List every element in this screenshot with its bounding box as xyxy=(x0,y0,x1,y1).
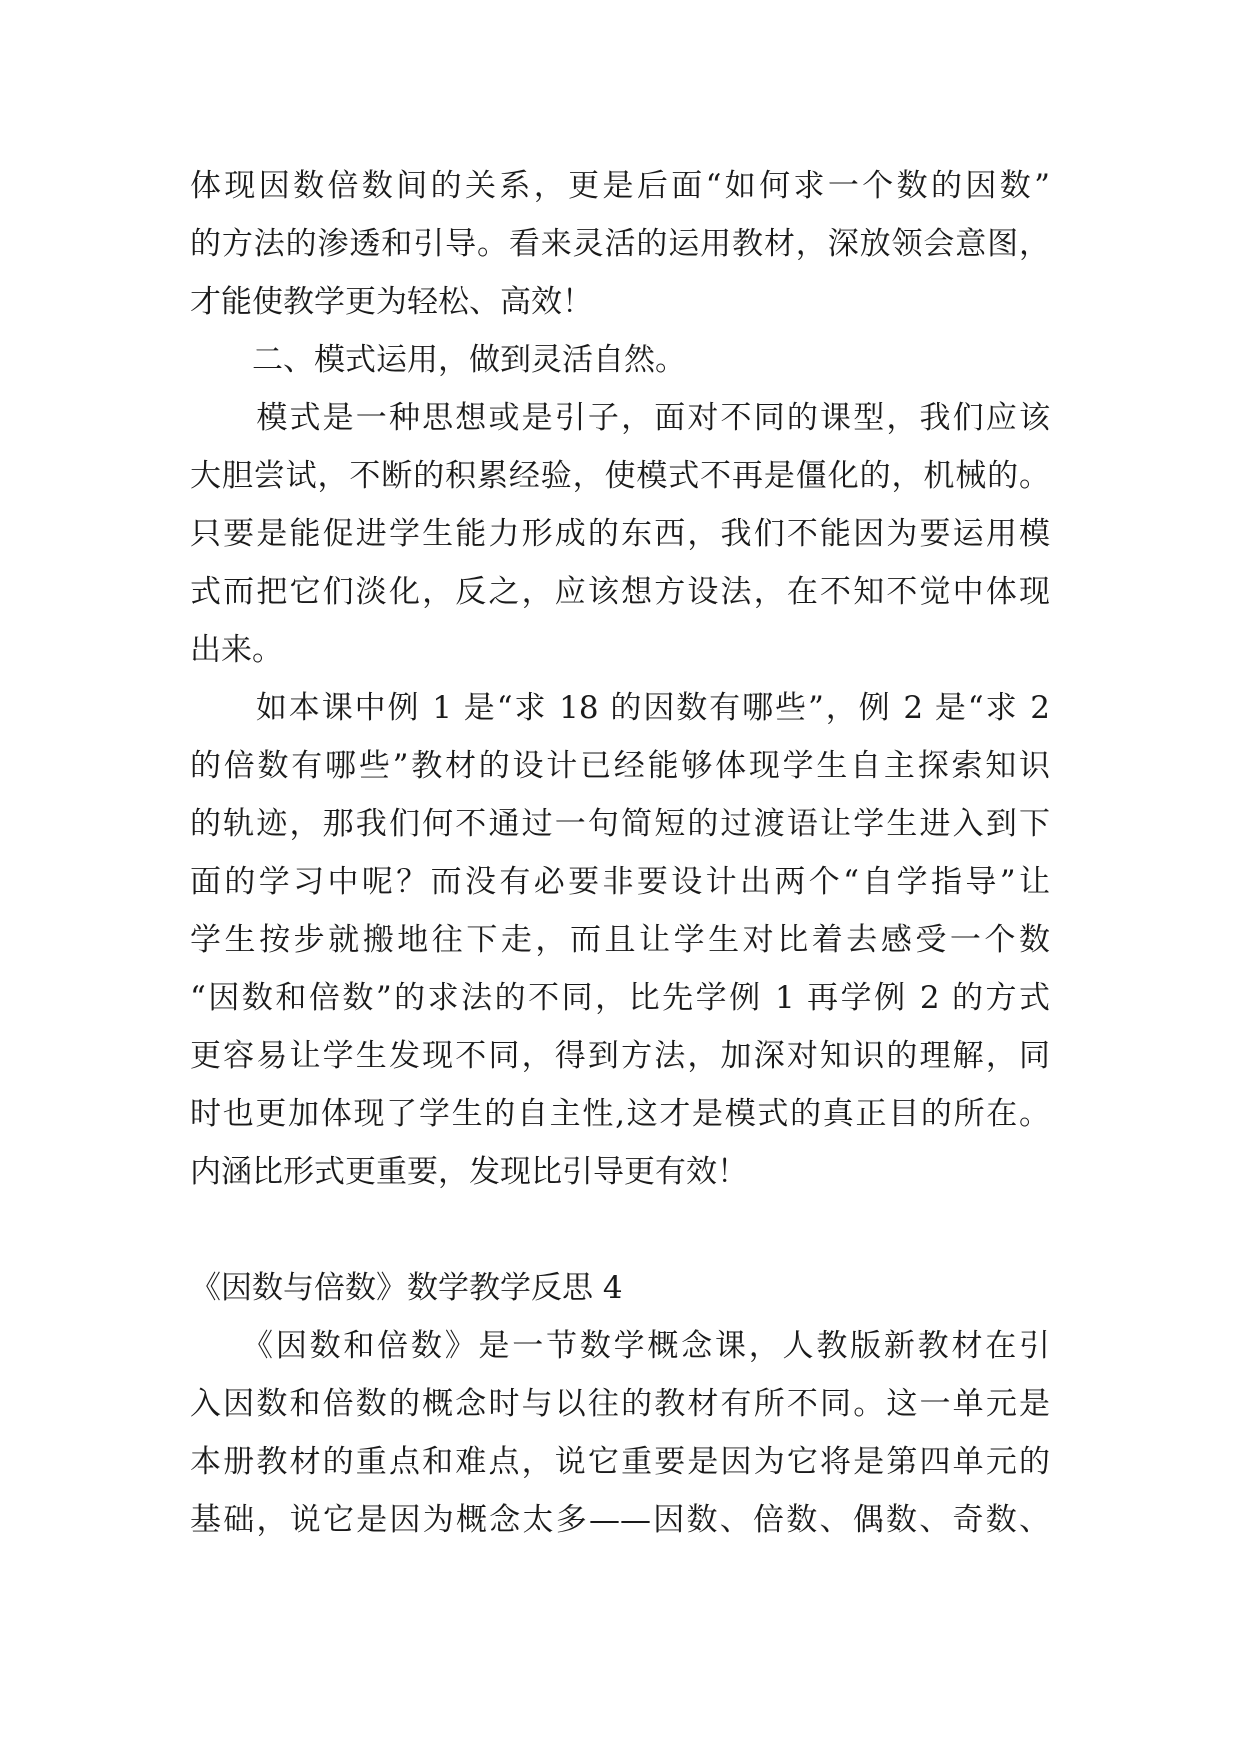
paragraph-line: 时也更加体现了学生的自主性,这才是模式的真正目的所在。 xyxy=(190,1096,1050,1132)
paragraph-line: 模式是一种思想或是引子，面对不同的课型，我们应该 xyxy=(190,400,1050,436)
paragraph-line: 的轨迹，那我们何不通过一句简短的过渡语让学生进入到下 xyxy=(190,806,1050,842)
paragraph-line: 基础，说它是因为概念太多——因数、倍数、偶数、奇数、 xyxy=(190,1502,1050,1538)
paragraph-line: 本册教材的重点和难点，说它重要是因为它将是第四单元的 xyxy=(190,1444,1050,1480)
paragraph-line: 更容易让学生发现不同，得到方法，加深对知识的理解，同 xyxy=(190,1038,1050,1074)
paragraph-line: 内涵比形式更重要，发现比引导更有效！ xyxy=(190,1154,748,1190)
section-title: 《因数与倍数》数学教学反思 4 xyxy=(190,1270,623,1306)
paragraph-line: 如本课中例 1 是“求 18 的因数有哪些”，例 2 是“求 2 xyxy=(190,690,1050,726)
paragraph-line: 的方法的渗透和引导。看来灵活的运用教材，深放领会意图， xyxy=(190,226,1050,262)
paragraph-line: 面的学习中呢？而没有必要非要设计出两个“自学指导”让 xyxy=(190,864,1050,900)
paragraph-line: 才能使教学更为轻松、高效！ xyxy=(190,284,593,320)
paragraph-line: 入因数和倍数的概念时与以往的教材有所不同。这一单元是 xyxy=(190,1386,1050,1422)
paragraph-line: 学生按步就搬地往下走，而且让学生对比着去感受一个数 xyxy=(190,922,1050,958)
paragraph-line: 出来。 xyxy=(190,632,283,668)
paragraph-line: 《因数和倍数》是一节数学概念课，人教版新教材在引 xyxy=(190,1328,1050,1364)
paragraph-line: 大胆尝试，不断的积累经验，使模式不再是僵化的，机械的。 xyxy=(190,458,1050,494)
paragraph-line: 只要是能促进学生能力形成的东西，我们不能因为要运用模 xyxy=(190,516,1050,552)
paragraph-line: 体现因数倍数间的关系，更是后面“如何求一个数的因数” xyxy=(190,168,1050,204)
paragraph-line: “因数和倍数”的求法的不同，比先学例 1 再学例 2 的方式 xyxy=(190,980,1050,1016)
section-subheading: 二、模式运用，做到灵活自然。 xyxy=(190,342,686,378)
paragraph-line: 式而把它们淡化，反之，应该想方设法，在不知不觉中体现 xyxy=(190,574,1050,610)
paragraph-line: 的倍数有哪些”教材的设计已经能够体现学生自主探索知识 xyxy=(190,748,1050,784)
